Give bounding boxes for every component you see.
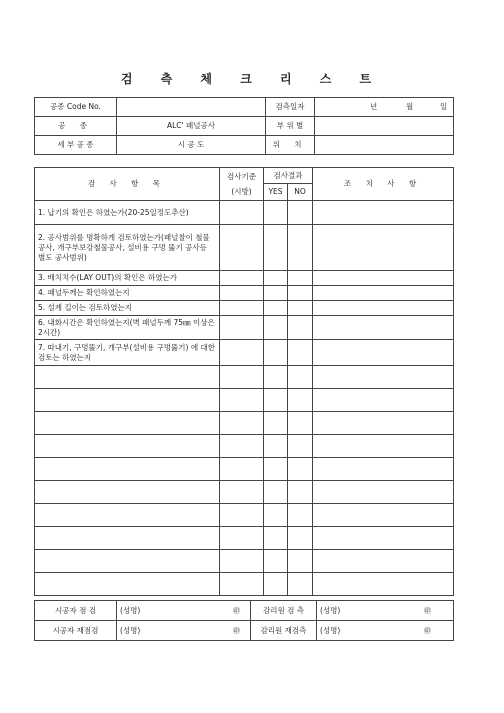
seal-mark: ㊞ (233, 607, 240, 615)
checklist-table (34, 167, 454, 596)
no-cell[interactable] (288, 504, 313, 527)
no-cell[interactable] (288, 458, 313, 481)
action-cell[interactable] (313, 301, 454, 316)
date-month: 월 (406, 102, 414, 111)
no-cell[interactable] (288, 301, 313, 316)
empty-item-cell[interactable] (35, 504, 220, 527)
no-cell[interactable] (288, 366, 313, 389)
standard-header-line2: (시방) (231, 186, 252, 196)
signature-table (34, 600, 454, 641)
yes-cell[interactable] (264, 458, 288, 481)
location-field[interactable] (315, 136, 454, 155)
no-cell[interactable] (288, 389, 313, 412)
yes-cell[interactable] (264, 271, 288, 286)
yes-cell[interactable] (264, 201, 288, 225)
part-label: 부 위 별 (266, 117, 315, 136)
action-cell[interactable] (313, 435, 454, 458)
no-cell[interactable] (288, 271, 313, 286)
no-cell[interactable] (288, 573, 313, 596)
empty-item-cell[interactable] (35, 573, 220, 596)
date-field[interactable] (315, 98, 454, 117)
standard-cell[interactable] (220, 225, 264, 271)
yes-cell[interactable] (264, 504, 288, 527)
no-cell[interactable] (288, 201, 313, 225)
part-field[interactable] (315, 117, 454, 136)
standard-cell[interactable] (220, 435, 264, 458)
yes-cell[interactable] (264, 573, 288, 596)
no-header: NO (288, 184, 313, 201)
contractor-check-sign-field[interactable] (117, 601, 251, 621)
standard-cell[interactable] (220, 340, 264, 366)
yes-cell[interactable] (264, 527, 288, 550)
yes-cell[interactable] (264, 412, 288, 435)
checklist-item: 6. 내화시간은 확인하였는지(벽 패널두께 75㎜ 이상은 2시간) (35, 316, 220, 340)
checklist-item: 7. 따내기, 구멍뚫기, 개구부(설비용 구멍뚫기) 에 대한 검토는 하였는지 (35, 340, 220, 366)
standard-cell[interactable] (220, 527, 264, 550)
contractor-recheck-label: 시공자 재점검 (35, 621, 117, 641)
code-value-field[interactable] (117, 98, 266, 117)
checklist-item: 3. 배치치수(LAY OUT)의 확인은 하였는가 (35, 271, 220, 286)
empty-item-cell[interactable] (35, 389, 220, 412)
name-label: (성명) (320, 625, 341, 635)
standard-cell[interactable] (220, 458, 264, 481)
yes-cell[interactable] (264, 550, 288, 573)
action-cell[interactable] (313, 412, 454, 435)
code-label: 공종 Code No. (35, 98, 117, 117)
standard-header (220, 168, 264, 201)
header-table (34, 97, 454, 155)
supervisor-recheck-sign-field[interactable] (317, 621, 454, 641)
standard-cell[interactable] (220, 286, 264, 301)
no-cell[interactable] (288, 550, 313, 573)
supervisor-check-sign-field[interactable] (317, 601, 454, 621)
checklist-item: 4. 패널두께는 확인하였는지 (35, 286, 220, 301)
name-label: (성명) (120, 625, 141, 635)
empty-item-cell[interactable] (35, 458, 220, 481)
type-value: ALC' 패널공사 (117, 117, 266, 136)
standard-header-line1: 검사기준 (227, 171, 256, 181)
standard-cell[interactable] (220, 301, 264, 316)
seal-mark: ㊞ (233, 627, 240, 635)
action-cell[interactable] (313, 550, 454, 573)
no-cell[interactable] (288, 435, 313, 458)
date-year: 년 (370, 102, 378, 111)
checklist-item: 5. 설계 길이는 검토하였는지 (35, 301, 220, 316)
seal-mark: ㊞ (424, 627, 431, 635)
empty-item-cell[interactable] (35, 550, 220, 573)
yes-cell[interactable] (264, 435, 288, 458)
yes-cell[interactable] (264, 389, 288, 412)
standard-cell[interactable] (220, 271, 264, 286)
no-cell[interactable] (288, 286, 313, 301)
name-label: (성명) (320, 605, 341, 615)
location-label: 위 치 (266, 136, 315, 155)
name-label: (성명) (120, 605, 141, 615)
action-cell[interactable] (313, 225, 454, 271)
action-cell[interactable] (313, 366, 454, 389)
item-header: 검 사 항 목 (35, 168, 220, 201)
seal-mark: ㊞ (424, 607, 431, 615)
yes-cell[interactable] (264, 225, 288, 271)
standard-cell[interactable] (220, 412, 264, 435)
yes-cell[interactable] (264, 481, 288, 504)
checklist-item: 1. 납기의 확인은 하였는가(20-25일정도추산) (35, 201, 220, 225)
standard-cell[interactable] (220, 389, 264, 412)
empty-item-cell[interactable] (35, 435, 220, 458)
action-cell[interactable] (313, 316, 454, 340)
action-cell[interactable] (313, 504, 454, 527)
standard-cell[interactable] (220, 550, 264, 573)
action-cell[interactable] (313, 340, 454, 366)
date-day: 일 (440, 102, 448, 111)
type-label: 공 종 (35, 117, 117, 136)
standard-cell[interactable] (220, 504, 264, 527)
no-cell[interactable] (288, 412, 313, 435)
action-cell[interactable] (313, 271, 454, 286)
yes-cell[interactable] (264, 301, 288, 316)
detail-label: 세 부 공 종 (35, 136, 117, 155)
empty-item-cell[interactable] (35, 481, 220, 504)
no-cell[interactable] (288, 225, 313, 271)
page-title: 검 측 체 크 리 스 트 (120, 72, 384, 86)
no-cell[interactable] (288, 316, 313, 340)
checklist-item: 2. 공사범위를 명확하게 검토하였는가(패널찰이 철물공사, 개구부보강철물공사, 설비용 구멍 뚫기 공사등 별도 공사범위) (35, 225, 220, 271)
empty-item-cell[interactable] (35, 366, 220, 389)
yes-header: YES (264, 184, 288, 201)
standard-cell[interactable] (220, 201, 264, 225)
action-cell[interactable] (313, 201, 454, 225)
yes-cell[interactable] (264, 366, 288, 389)
no-cell[interactable] (288, 527, 313, 550)
action-cell[interactable] (313, 286, 454, 301)
yes-cell[interactable] (264, 340, 288, 366)
action-cell[interactable] (313, 389, 454, 412)
action-cell[interactable] (313, 527, 454, 550)
no-cell[interactable] (288, 481, 313, 504)
contractor-check-label: 시공자 점 검 (35, 601, 117, 621)
standard-cell[interactable] (220, 481, 264, 504)
supervisor-recheck-label: 감리원 재검측 (251, 621, 317, 641)
yes-cell[interactable] (264, 316, 288, 340)
result-header: 검사결과 (264, 168, 313, 184)
standard-cell[interactable] (220, 316, 264, 340)
empty-item-cell[interactable] (35, 412, 220, 435)
supervisor-check-label: 감리원 검 측 (251, 601, 317, 621)
standard-cell[interactable] (220, 573, 264, 596)
action-cell[interactable] (313, 458, 454, 481)
action-cell[interactable] (313, 481, 454, 504)
contractor-recheck-sign-field[interactable] (117, 621, 251, 641)
yes-cell[interactable] (264, 286, 288, 301)
drawing-label: 시 공 도 (117, 136, 266, 155)
action-cell[interactable] (313, 573, 454, 596)
no-cell[interactable] (288, 340, 313, 366)
date-label: 검측일자 (266, 98, 315, 117)
action-header: 조 치 사 항 (313, 168, 454, 201)
empty-item-cell[interactable] (35, 527, 220, 550)
standard-cell[interactable] (220, 366, 264, 389)
